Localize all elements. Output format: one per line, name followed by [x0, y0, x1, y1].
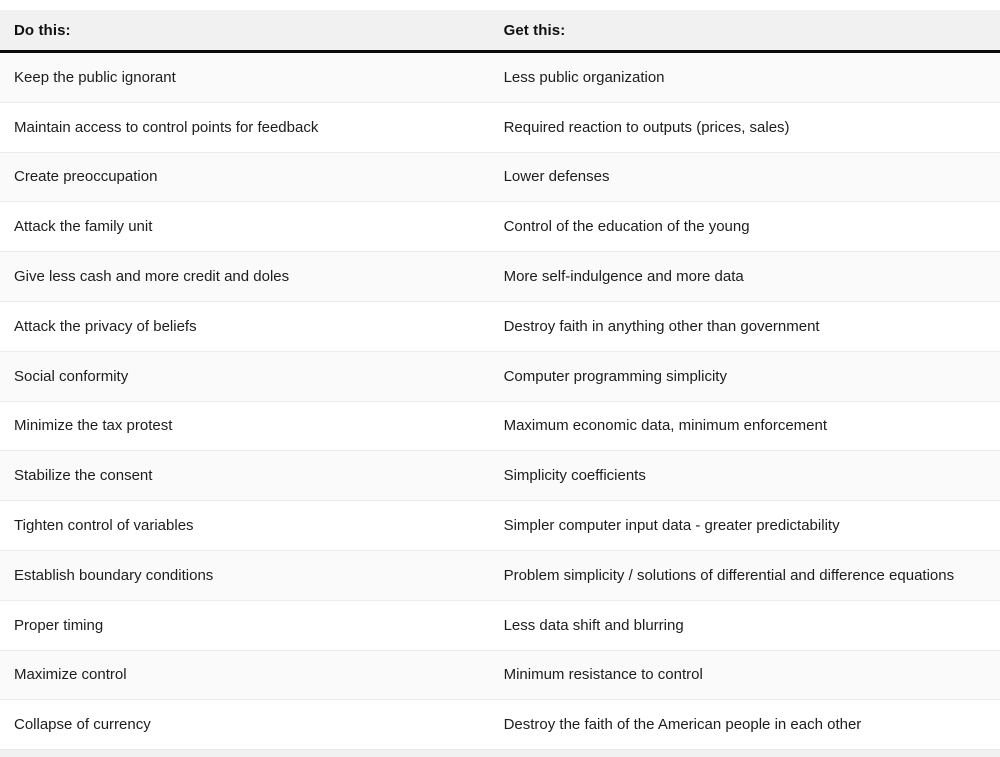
do-cell: Give less cash and more credit and doles	[0, 252, 490, 302]
get-cell: Control of the education of the young	[490, 202, 1000, 252]
table-row	[0, 451, 1000, 501]
get-cell: More self-indulgence and more data	[490, 252, 1000, 302]
do-cell: Maximize control	[0, 650, 490, 700]
table-row	[0, 550, 1000, 600]
do-cell: Tighten control of variables	[0, 501, 490, 551]
table-row	[0, 600, 1000, 650]
table-row	[0, 700, 1000, 750]
table-header-row	[0, 10, 1000, 52]
get-cell: Simpler computer input data - greater predictability	[490, 501, 1000, 551]
do-cell: Minimize the tax protest	[0, 401, 490, 451]
comparison-table	[0, 10, 1000, 750]
get-cell: Destroy the faith of the American people in each other	[490, 700, 1000, 750]
do-cell: Create preoccupation	[0, 152, 490, 202]
get-cell: Maximum economic data, minimum enforcement	[490, 401, 1000, 451]
get-cell: Required reaction to outputs (prices, sales)	[490, 102, 1000, 152]
table-row	[0, 301, 1000, 351]
do-cell: Social conformity	[0, 351, 490, 401]
get-cell: Computer programming simplicity	[490, 351, 1000, 401]
do-cell: Collapse of currency	[0, 700, 490, 750]
do-cell: Establish boundary conditions	[0, 550, 490, 600]
table-row	[0, 202, 1000, 252]
do-cell: Maintain access to control points for feedback	[0, 102, 490, 152]
column-header-do: Do this:	[0, 10, 490, 52]
do-cell: Proper timing	[0, 600, 490, 650]
do-cell: Attack the privacy of beliefs	[0, 301, 490, 351]
do-cell: Attack the family unit	[0, 202, 490, 252]
get-cell: Lower defenses	[490, 152, 1000, 202]
table-row	[0, 102, 1000, 152]
column-header-get: Get this:	[490, 10, 1000, 52]
get-cell: Problem simplicity / solutions of differential and difference equations	[490, 550, 1000, 600]
table-row	[0, 52, 1000, 103]
get-cell: Less data shift and blurring	[490, 600, 1000, 650]
table-row	[0, 501, 1000, 551]
table-row	[0, 351, 1000, 401]
do-cell: Stabilize the consent	[0, 451, 490, 501]
do-cell: Keep the public ignorant	[0, 52, 490, 103]
table-row	[0, 252, 1000, 302]
top-margin	[0, 0, 1000, 10]
get-cell: Less public organization	[490, 52, 1000, 103]
get-cell: Minimum resistance to control	[490, 650, 1000, 700]
table-row	[0, 152, 1000, 202]
bottom-section-edge	[0, 750, 1000, 757]
get-cell: Simplicity coefficients	[490, 451, 1000, 501]
table-row	[0, 401, 1000, 451]
table-row	[0, 650, 1000, 700]
get-cell: Destroy faith in anything other than government	[490, 301, 1000, 351]
